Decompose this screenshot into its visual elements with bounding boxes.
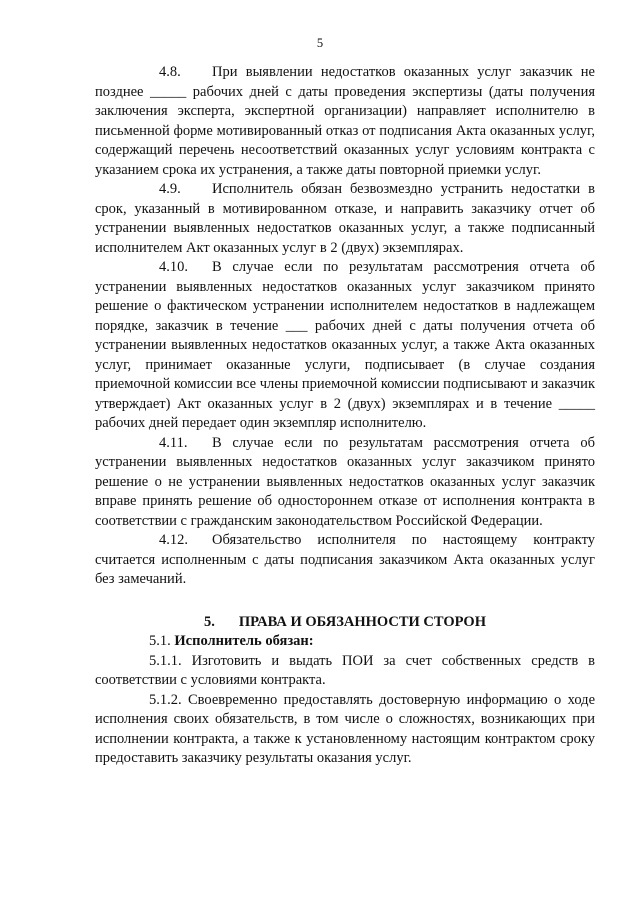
- page-number: 5: [316, 36, 324, 50]
- subsection-heading: [95, 632, 595, 652]
- section-heading: [95, 613, 595, 633]
- item-text: Изготовить и выдать ПОИ за счет собственных средств в соответствии с условиями контракта.: [95, 652, 596, 688]
- item-number: 5.1.1.: [149, 652, 182, 669]
- document-body: [95, 63, 595, 769]
- clause-text: При выявлении недостатков оказанных услуг заказчик не позднее _____ рабочих дней с даты проведения экспертизы (даты получения заключения эксперта, экспертной организации) направляет исполнителю в письменной форме мотивированный отказ от подписания Акта оказанных услуг, содержащий перечень несоответствий оказанных услуг условиям контракта с указанием срока их устранения, а также даты повторной приемки услуг.: [95, 64, 595, 178]
- clause-text: Обязательство исполнителя по настоящему контракту считается исполненным с даты подписания заказчиком Акта оказанных услуг без замечаний.: [95, 532, 595, 587]
- clause-text: В случае если по результатам рассмотрения отчета об устранении выявленных недостатков оказанных услуг заказчиком принято решение о не устранении выявленных недостатков оказанных услуг заказчик вправе принять решение об одностороннем отказе от исполнения контракта в соответствии с гражданским законодательством Российской Федерации.: [95, 434, 595, 529]
- clause-text: В случае если по результатам рассмотрения отчета об устранении выявленных недостатков оказанных услуг заказчиком принято решение о фактическом устранении исполнителем недостатков в надлежащем порядке, заказчик в течение ___ рабочих дней с даты получения отчета об устранении выявленных недостатков оказанных услуг, а также Акта оказанных услуг, принимает оказанные услуги, подписывает (в случае создания приемочной комиссии все члены приемочной комиссии подписывают и заказчик утверждает) Акт оказанных услуг в 2 (двух) экземплярах и в течение _____ рабочих дней передает один экземпляр исполнителю.: [95, 259, 595, 431]
- clause-number: 4.12.: [159, 532, 188, 548]
- subsection-number: 5.1.: [149, 633, 171, 649]
- section-number: 5.: [204, 613, 215, 630]
- item-5-1-1: [95, 652, 595, 691]
- clause-number: 4.11.: [159, 434, 188, 451]
- section-title: ПРАВА И ОБЯЗАННОСТИ СТОРОН: [238, 613, 486, 630]
- item-text: Своевременно предоставлять достоверную информацию о ходе исполнения своих обязательств, в том числе о сложностях, возникающих при исполнении контракта, а также к установленному настоящим контрактом сроку предоставить заказчику результаты оказания услуг.: [95, 691, 595, 766]
- clause-number: 4.10.: [159, 259, 188, 275]
- clause-4-12: [95, 531, 595, 590]
- clause-number: 4.8.: [159, 64, 181, 80]
- item-5-1-2: [95, 691, 595, 769]
- clause-4-11: [95, 434, 595, 532]
- item-number: 5.1.2.: [149, 691, 182, 708]
- clause-4-8: [95, 63, 595, 180]
- subsection-title: Исполнитель обязан:: [174, 633, 314, 649]
- clause-number: 4.9.: [159, 181, 181, 197]
- clause-4-9: [95, 180, 595, 258]
- clause-4-10: [95, 258, 595, 434]
- clause-text: Исполнитель обязан безвозмездно устранить недостатки в срок, указанный в мотивированном отказе, и направить заказчику отчет об устранении выявленных недостатков оказанных услуг, а также подписанный исполнителем Акт оказанных услуг в 2 (двух) экземплярах.: [95, 181, 595, 256]
